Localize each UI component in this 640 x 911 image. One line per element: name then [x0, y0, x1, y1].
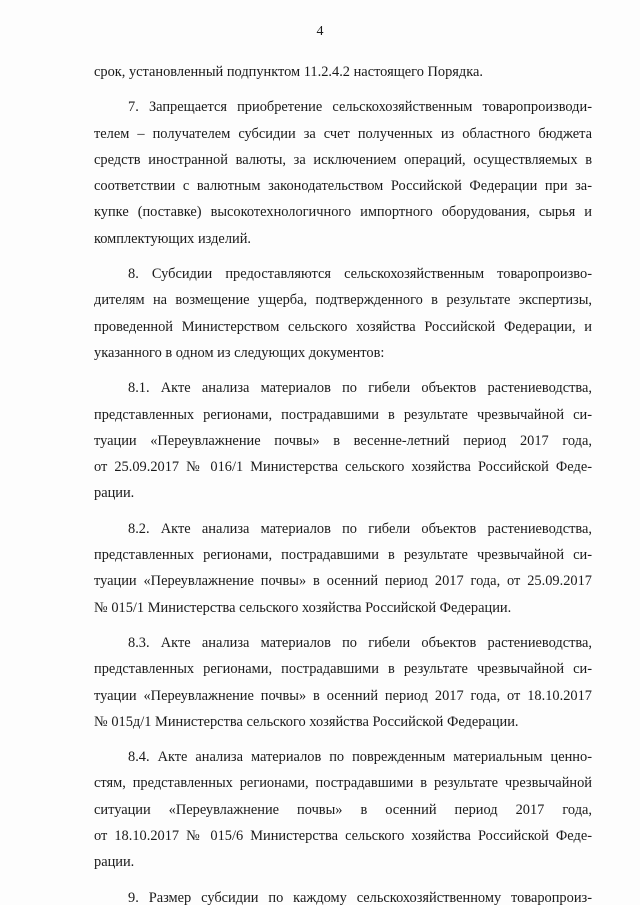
paragraph-gap [94, 366, 592, 375]
text-line: рации. [94, 854, 135, 871]
text-line: телем – получателем субсидии за счет полученных из областного бюджета [94, 125, 592, 142]
text-line: представленных регионами, пострадавшими в результате чрезвычайной си- [94, 406, 592, 423]
paragraph-gap [94, 85, 592, 94]
text-line: 8.1. Акте анализа материалов по гибели объектов растениеводства, [128, 380, 592, 397]
text-line: от 18.10.2017 № 015/6 Министерства сельского хозяйства Российской Феде- [94, 828, 592, 845]
paragraph-gap [94, 507, 592, 516]
text-line: 7. Запрещается приобретение сельскохозяйственным товаропроизводи- [128, 99, 592, 116]
text-line: рации. [94, 485, 135, 502]
document-body [94, 59, 592, 911]
text-line: срок, установленный подпунктом 11.2.4.2 настоящего Порядка. [94, 64, 484, 80]
text-line: № 015/1 Министерства сельского хозяйства Российской Федерации. [94, 599, 512, 616]
text-line: № 015д/1 Министерства сельского хозяйства Российской Федерации. [94, 713, 519, 730]
text-line: комплектующих изделий. [94, 230, 251, 247]
paragraph-gap [94, 621, 592, 630]
text-line: туации «Переувлажнение почвы» в осенний период 2017 года, от 18.10.2017 [94, 687, 592, 704]
text-line: представленных регионами, пострадавшими в результате чрезвычайной си- [94, 661, 592, 678]
text-line: купке (поставке) высокотехнологичного импортного оборудования, сырья и [94, 204, 592, 221]
text-line: ситуации «Переувлажнение почвы» в осенний период 2017 года, [94, 801, 592, 818]
text-line: указанного в одном из следующих документов: [94, 344, 385, 361]
paragraph-gap [94, 735, 592, 744]
page-number: 4 [316, 24, 324, 39]
text-line: туации «Переувлажнение почвы» в осенний период 2017 года, от 25.09.2017 [94, 573, 592, 590]
text-line: дителям на возмещение ущерба, подтвержденного в результате экспертизы, [94, 292, 592, 309]
paragraph-gap [94, 252, 592, 261]
text-line: 9. Размер субсидии по каждому сельскохозяйственному товаропроиз- [128, 889, 592, 906]
paragraph-gap [94, 876, 592, 885]
text-line: 8.3. Акте анализа материалов по гибели объектов растениеводства, [128, 634, 592, 651]
text-line: представленных регионами, пострадавшими в результате чрезвычайной си- [94, 547, 592, 564]
text-line: проведенной Министерством сельского хозяйства Российской Федерации, и [94, 318, 592, 335]
text-line: соответствии с валютным законодательством Российской Федерации при за- [94, 178, 592, 195]
text-line: от 25.09.2017 № 016/1 Министерства сельского хозяйства Российской Феде- [94, 459, 592, 476]
text-line: 8.2. Акте анализа материалов по гибели объектов растениеводства, [128, 520, 592, 537]
text-line: туации «Переувлажнение почвы» в весенне-летний период 2017 года, [94, 432, 592, 449]
text-line: 8. Субсидии предоставляются сельскохозяйственным товаропроизво- [128, 266, 592, 283]
text-line: 8.4. Акте анализа материалов по поврежденным материальным ценно- [128, 749, 592, 766]
text-line: средств иностранной валюты, за исключением операций, осуществляемых в [94, 151, 592, 168]
text-line: стям, представленных регионами, пострадавшими в результате чрезвычайной [94, 775, 592, 792]
